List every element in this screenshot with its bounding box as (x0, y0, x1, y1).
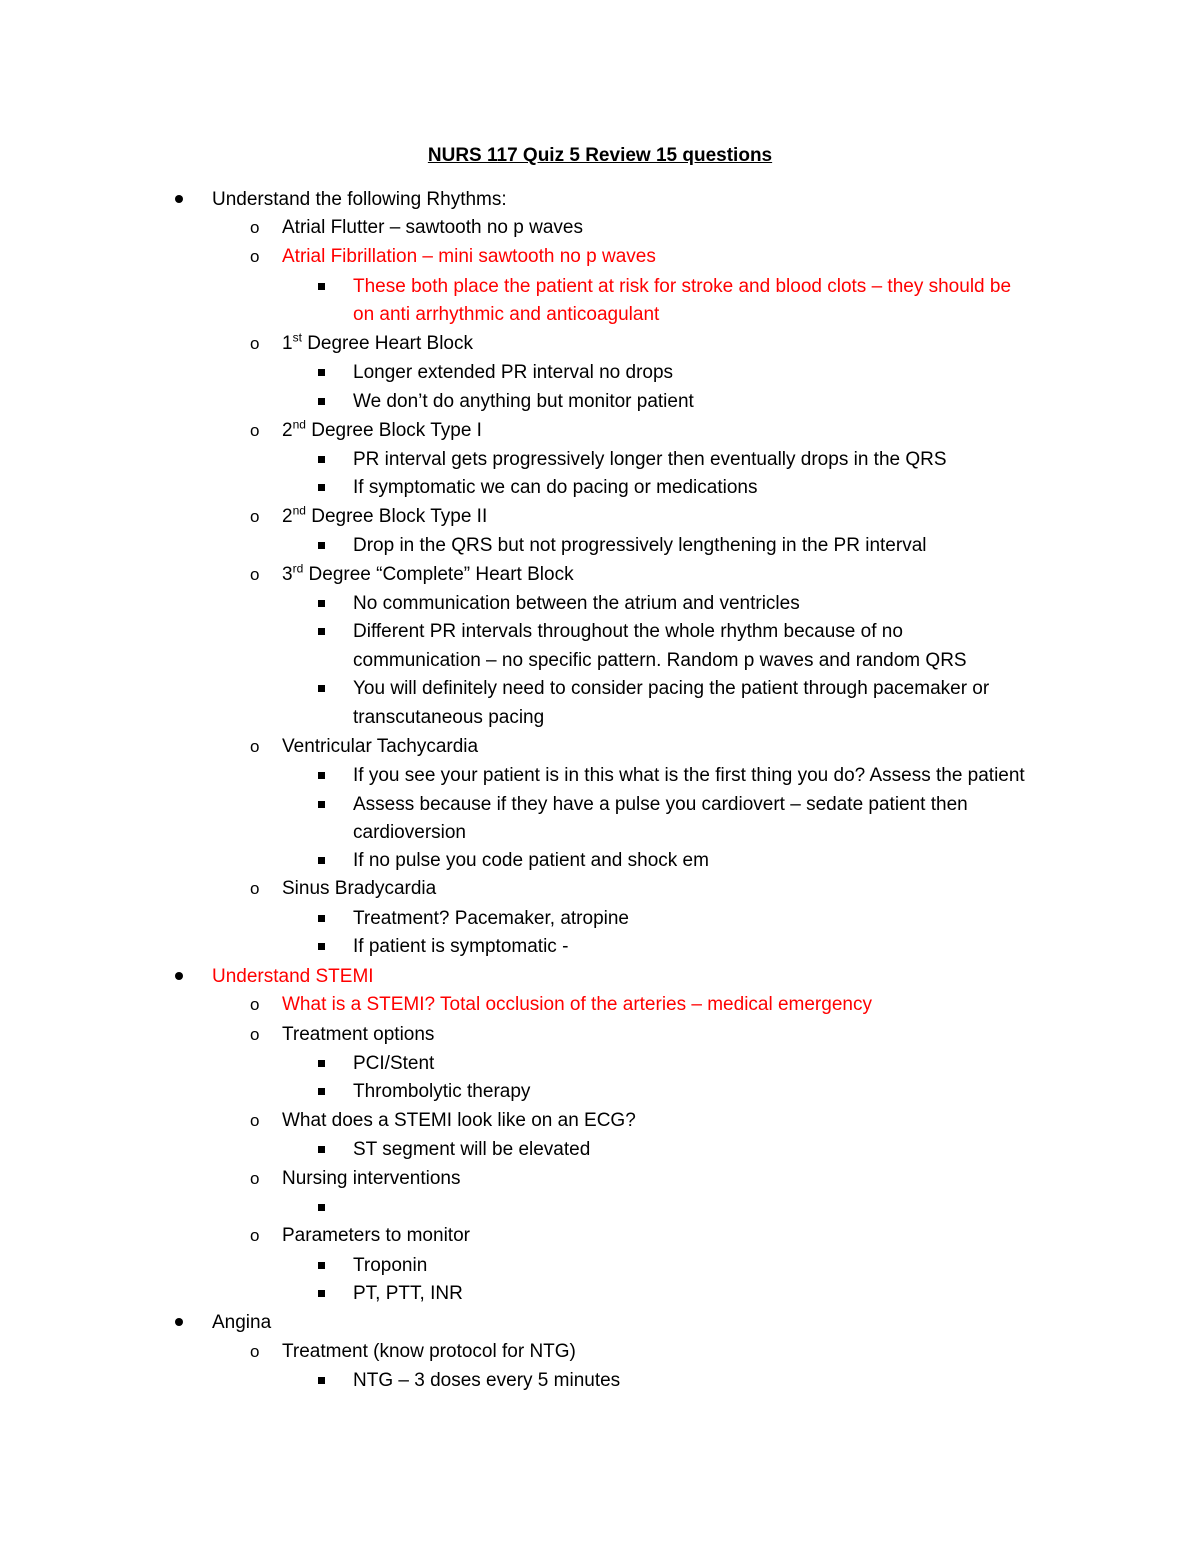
bullet-marker-level-1 (175, 186, 183, 214)
bullet-marker-level-2: o (250, 334, 260, 353)
outline-item-level-1 (212, 963, 374, 991)
bullet-marker-level-2: o (250, 1226, 260, 1245)
item-text: What is a STEMI? Total occlusion of the arteries – medical emergency (282, 994, 872, 1015)
bullet-marker-level-3 (318, 1136, 325, 1164)
outline-item-level-3 (353, 933, 568, 961)
bullet-marker-level-3 (318, 762, 325, 790)
outline-item-level-3 (353, 273, 1011, 301)
outline-item-level-3 (353, 446, 947, 474)
item-text: PCI/Stent (353, 1053, 435, 1074)
outline-item-level-3 (353, 647, 967, 675)
outline-item-level-3 (353, 1280, 463, 1308)
bullet-marker-level-3 (318, 1050, 325, 1078)
item-text: Sinus Bradycardia (282, 878, 437, 899)
item-text: If patient is symptomatic - (353, 936, 569, 957)
bullet-marker-level-3 (318, 791, 325, 819)
item-text: If symptomatic we can do pacing or medications (353, 477, 758, 498)
item-text: NTG – 3 doses every 5 minutes (353, 1370, 621, 1391)
outline-item-level-3 (353, 762, 1025, 790)
bullet-marker-level-2: o (250, 1111, 260, 1130)
outline-item-level-3 (353, 618, 903, 646)
item-text: Degree Block Type I (305, 420, 482, 441)
bullet-marker-level-3 (318, 446, 325, 474)
outline-item-level-2 (282, 733, 478, 761)
outline-item-level-2 (282, 243, 656, 271)
outline-item-level-2 (282, 1107, 636, 1135)
bullet-marker-level-3 (318, 590, 325, 618)
outline-item-level-3 (353, 791, 968, 819)
item-text: Ventricular Tachycardia (282, 736, 479, 757)
item-text: Assess because if they have a pulse you cardiovert – sedate patient then (353, 794, 968, 815)
ordinal-number: 2 (282, 506, 293, 527)
bullet-marker-level-3 (318, 905, 325, 933)
ordinal-number: 3 (282, 564, 293, 585)
bullet-marker-level-3 (318, 847, 325, 875)
bullet-marker-level-2: o (250, 218, 260, 237)
ordinal-suffix: rd (292, 561, 304, 576)
bullet-marker-level-2: o (250, 1342, 260, 1361)
item-text: Longer extended PR interval no drops (353, 362, 674, 383)
outline-item-level-2 (282, 875, 436, 903)
outline-item-level-2 (282, 214, 583, 242)
bullet-marker-level-2: o (250, 737, 260, 756)
bullet-marker-level-3 (318, 1078, 325, 1106)
item-text: You will definitely need to consider pacing the patient through pacemaker or (353, 678, 990, 699)
item-text: Atrial Flutter – sawtooth no p waves (282, 217, 583, 238)
bullet-marker-level-3 (318, 933, 325, 961)
bullet-marker-level-3 (318, 474, 325, 502)
item-text: cardioversion (353, 822, 466, 843)
outline-item-level-1 (212, 1309, 271, 1337)
bullet-marker-level-2: o (250, 247, 260, 266)
outline-item-level-2 (282, 330, 473, 358)
outline-item-level-2 (282, 1165, 460, 1193)
item-text: These both place the patient at risk for stroke and blood clots – they should be (353, 276, 1012, 297)
item-text: What does a STEMI look like on an ECG? (282, 1110, 636, 1131)
item-text: PR interval gets progressively longer then eventually drops in the QRS (353, 449, 947, 470)
outline-item-level-3 (353, 1078, 530, 1106)
item-text: Understand the following Rhythms: (212, 189, 507, 210)
ordinal-suffix: nd (292, 503, 306, 518)
outline-item-level-3 (353, 301, 659, 329)
item-text: ST segment will be elevated (353, 1139, 591, 1160)
outline-item-level-2 (282, 561, 574, 589)
item-text: Drop in the QRS but not progressively lengthening in the PR interval (353, 535, 927, 556)
bullet-marker-level-2: o (250, 1169, 260, 1188)
bullet-marker-level-3 (318, 1252, 325, 1280)
ordinal-number: 1 (282, 333, 293, 354)
item-text: Thrombolytic therapy (353, 1081, 531, 1102)
outline-item-level-3 (353, 359, 673, 387)
outline-item-level-3 (353, 1367, 620, 1395)
item-text: We don’t do anything but monitor patient (353, 391, 694, 412)
bullet-marker-level-3 (318, 359, 325, 387)
item-text: Angina (212, 1312, 272, 1333)
bullet-marker-level-3 (318, 1367, 325, 1395)
outline-item-level-1 (212, 186, 507, 214)
item-text: Atrial Fibrillation – mini sawtooth no p waves (282, 246, 656, 267)
outline-item-level-2 (282, 991, 872, 1019)
outline-item-level-3 (353, 532, 926, 560)
bullet-marker-level-3 (318, 1280, 325, 1308)
outline-item-level-3 (353, 388, 694, 416)
document-title: NURS 117 Quiz 5 Review 15 questions (427, 145, 773, 166)
ordinal-suffix: nd (292, 417, 306, 432)
outline-item-level-2 (282, 1338, 576, 1366)
item-text: Degree “Complete” Heart Block (303, 564, 574, 585)
bullet-marker-level-3 (318, 618, 325, 646)
item-text: Troponin (353, 1255, 428, 1276)
outline-item-level-2 (282, 1021, 434, 1049)
bullet-marker-level-3 (318, 1194, 325, 1222)
bullet-marker-level-3 (318, 532, 325, 560)
ordinal-suffix: st (292, 330, 302, 345)
item-text: on anti arrhythmic and anticoagulant (353, 304, 660, 325)
item-text: communication – no specific pattern. Random p waves and random QRS (353, 650, 967, 671)
item-text: PT, PTT, INR (353, 1283, 463, 1304)
item-text: Nursing interventions (282, 1168, 461, 1189)
bullet-marker-level-2: o (250, 421, 260, 440)
item-text: Understand STEMI (212, 966, 374, 987)
item-text: No communication between the atrium and ventricles (353, 593, 800, 614)
outline-item-level-3 (353, 819, 466, 847)
item-text: transcutaneous pacing (353, 707, 545, 728)
item-text: Different PR intervals throughout the whole rhythm because of no (353, 621, 903, 642)
item-text: Treatment? Pacemaker, atropine (353, 908, 629, 929)
outline-item-level-3 (353, 1050, 434, 1078)
bullet-marker-level-3 (318, 675, 325, 703)
item-text: Parameters to monitor (282, 1225, 470, 1246)
bullet-marker-level-3 (318, 273, 325, 301)
outline-item-level-2 (282, 1222, 470, 1250)
bullet-marker-level-3 (318, 388, 325, 416)
item-text: Degree Heart Block (301, 333, 473, 354)
outline-item-level-3 (353, 847, 709, 875)
outline-item-level-2 (282, 417, 482, 445)
outline-item-level-3 (353, 1136, 590, 1164)
item-text: Treatment (know protocol for NTG) (282, 1341, 576, 1362)
outline-item-level-3 (353, 905, 629, 933)
outline-item-level-3 (353, 1252, 427, 1280)
outline-item-level-2 (282, 503, 487, 531)
item-text: Degree Block Type II (305, 506, 488, 527)
item-text: Treatment options (282, 1024, 435, 1045)
bullet-marker-level-2: o (250, 879, 260, 898)
outline-item-level-3 (353, 474, 757, 502)
bullet-marker-level-2: o (250, 995, 260, 1014)
item-text: If you see your patient is in this what is the first thing you do? Assess the patient (353, 765, 1025, 786)
bullet-marker-level-1 (175, 1309, 183, 1337)
bullet-marker-level-2: o (250, 507, 260, 526)
bullet-marker-level-1 (175, 963, 183, 991)
bullet-marker-level-2: o (250, 1025, 260, 1044)
outline-item-level-3 (353, 590, 800, 618)
ordinal-number: 2 (282, 420, 293, 441)
outline-item-level-3 (353, 704, 544, 732)
item-text: If no pulse you code patient and shock em (353, 850, 709, 871)
outline-item-level-3 (353, 675, 989, 703)
bullet-marker-level-2: o (250, 565, 260, 584)
